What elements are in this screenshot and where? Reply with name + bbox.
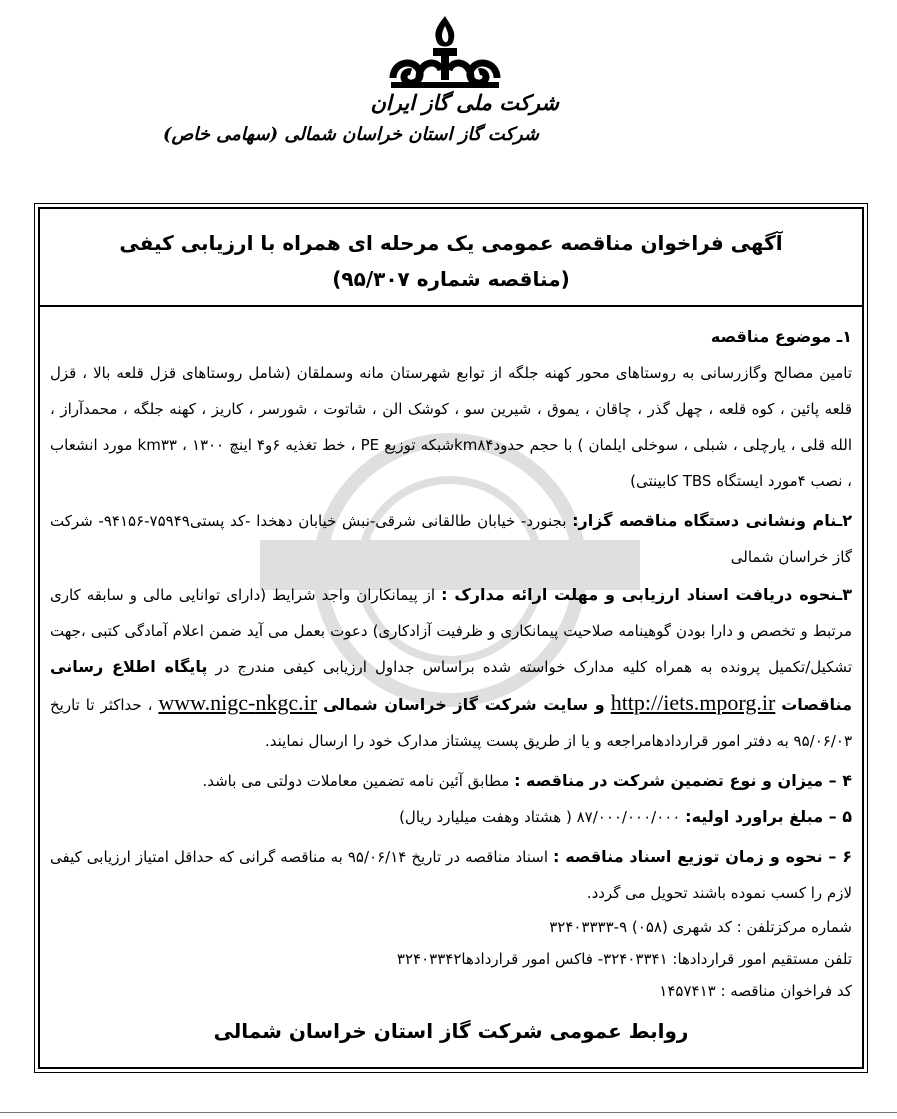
section-6-heading: ۶ – نحوه و زمان توزیع اسناد مناقصه : (553, 847, 852, 866)
announcement-frame (38, 207, 864, 1069)
section-3-heading: ۳ـنحوه دریافت اسناد ارزیابی و مهلت ارائه مدارک : (441, 585, 852, 604)
tender-code: کد فراخوان مناقصه : ۱۴۵۷۴۱۳ (659, 982, 852, 1000)
section-3-body-1: از پیمانکاران واجد شرایط (دارای توانایی مالی و سابقه کاری مرتبط و تخصص و دارا بودن گوهینامه صلاحیت پیمانکاری و ظرفیت آزادکاری) دعوت بعمل می آید ضمن اعلام آمادگی کتبی ،جهت تشکیل/تکمیل پرونده به همراه کلیه مدارک خواسته شده براساس جداول ارزیابی کیفی مندرج در (50, 586, 852, 676)
section-3-body-2: ، حداکثر تا تاریخ ۹۵/۰۶/۰۳ به دفتر امور قراردادهامراجعه و یا از طریق پست پیشتاز مدارک خود را ارسال نمایند. (50, 696, 852, 750)
iets-link[interactable]: http://iets.mporg.ir (610, 690, 776, 715)
direct-phone: تلفن مستقیم امور قراردادها: ۳۲۴۰۳۳۴۱- فاکس امور قراردادها۳۲۴۰۳۳۴۲ (396, 950, 852, 968)
tender-portal-label: پایگاه اطلاع رسانی مناقصات (50, 657, 852, 714)
signature: روابط عمومی شرکت گاز استان خراسان شمالی (213, 1019, 689, 1043)
section-1 (50, 319, 852, 355)
central-phone: شماره مرکزتلفن : کد شهری (۰۵۸) ۹-۳۲۴۰۳۳۳۳ (549, 918, 852, 936)
announcement-body (50, 319, 852, 1049)
section-6 (50, 839, 852, 911)
section-2-heading: ۲ـنام ونشانی دستگاه مناقصه گزار: (572, 511, 852, 530)
nigc-link[interactable] (158, 690, 317, 715)
nigc-link-part-2: nkgc.ir (255, 690, 318, 715)
section-5-body: ۸۷/۰۰۰/۰۰۰/۰۰۰ ( هشتاد وهفت میلیارد ریال) (399, 808, 681, 826)
section-2-body: بجنورد- خیابان طالقانی شرقی-نبش خیابان دهخدا -کد پستی۷۵۹۴۹-۹۴۱۵۶- شرکت گاز خراسان شمالی (50, 512, 852, 566)
section-5-heading: ۵ – مبلغ براورد اولیه: (685, 807, 852, 826)
company-site-label: و سایت شرکت گاز خراسان شمالی (322, 695, 605, 714)
section-5 (50, 799, 852, 835)
nigc-flame-logo-icon (385, 12, 505, 100)
section-1-body: تامین مصالح وگازرسانی به روستاهای محور کهنه جلگه از توابع شهرستان مانه وسملقان (شامل روستاهای قزل قلعه بالا ، قزل قلعه پائین ، کوه قلعه ، چهل گذر ، چاقان ، یموق ، شیرین سو ، کوشک الن ، شاتوت ، شورسر ، کاریز ، کهنه جلگه ، محمدآراز ، الله قلی ، یارچلی ، شبلی ، سوخلی ایلمان ) با حجم حدودkm۸۴شبکه توزیع PE ، خط تغذیه ۶و۴ اینچ km۳۳ ، ۱۳۰۰ مورد انشعاب ، نصب ۴مورد ایستگاه TBS کابینتی) (50, 364, 852, 490)
contact-info (50, 911, 852, 1007)
bottom-divider (0, 1112, 897, 1113)
section-3 (50, 577, 852, 759)
nigc-link-part-1: www.nigc- (158, 690, 256, 715)
company-name: شرکت ملی گاز ایران (370, 90, 559, 115)
section-4-body: مطابق آئین نامه تضمین معاملات دولتی می باشد. (202, 772, 510, 790)
tender-number: (مناقصه شماره ۹۵/۳۰۷) (332, 267, 570, 291)
letterhead (0, 0, 897, 200)
section-4 (50, 763, 852, 799)
announcement-title: آگهی فراخوان مناقصه عمومی یک مرحله ای همراه با ارزیابی کیفی (119, 231, 783, 255)
section-4-heading: ۴ – میزان و نوع تضمین شرکت در مناقصه : (514, 771, 852, 790)
section-6-body: اسناد مناقصه در تاریخ ۹۵/۰۶/۱۴ به مناقصه گرانی که حداقل امتیاز ارزیابی کیفی لازم را کسب نموده باشند تحویل می گردد. (50, 848, 852, 902)
section-1-heading: ۱ـ موضوع مناقصه (710, 327, 852, 346)
subsidiary-name: شرکت گاز استان خراسان شمالی (سهامی خاص) (162, 124, 539, 145)
section-2 (50, 503, 852, 575)
title-box (40, 209, 862, 307)
